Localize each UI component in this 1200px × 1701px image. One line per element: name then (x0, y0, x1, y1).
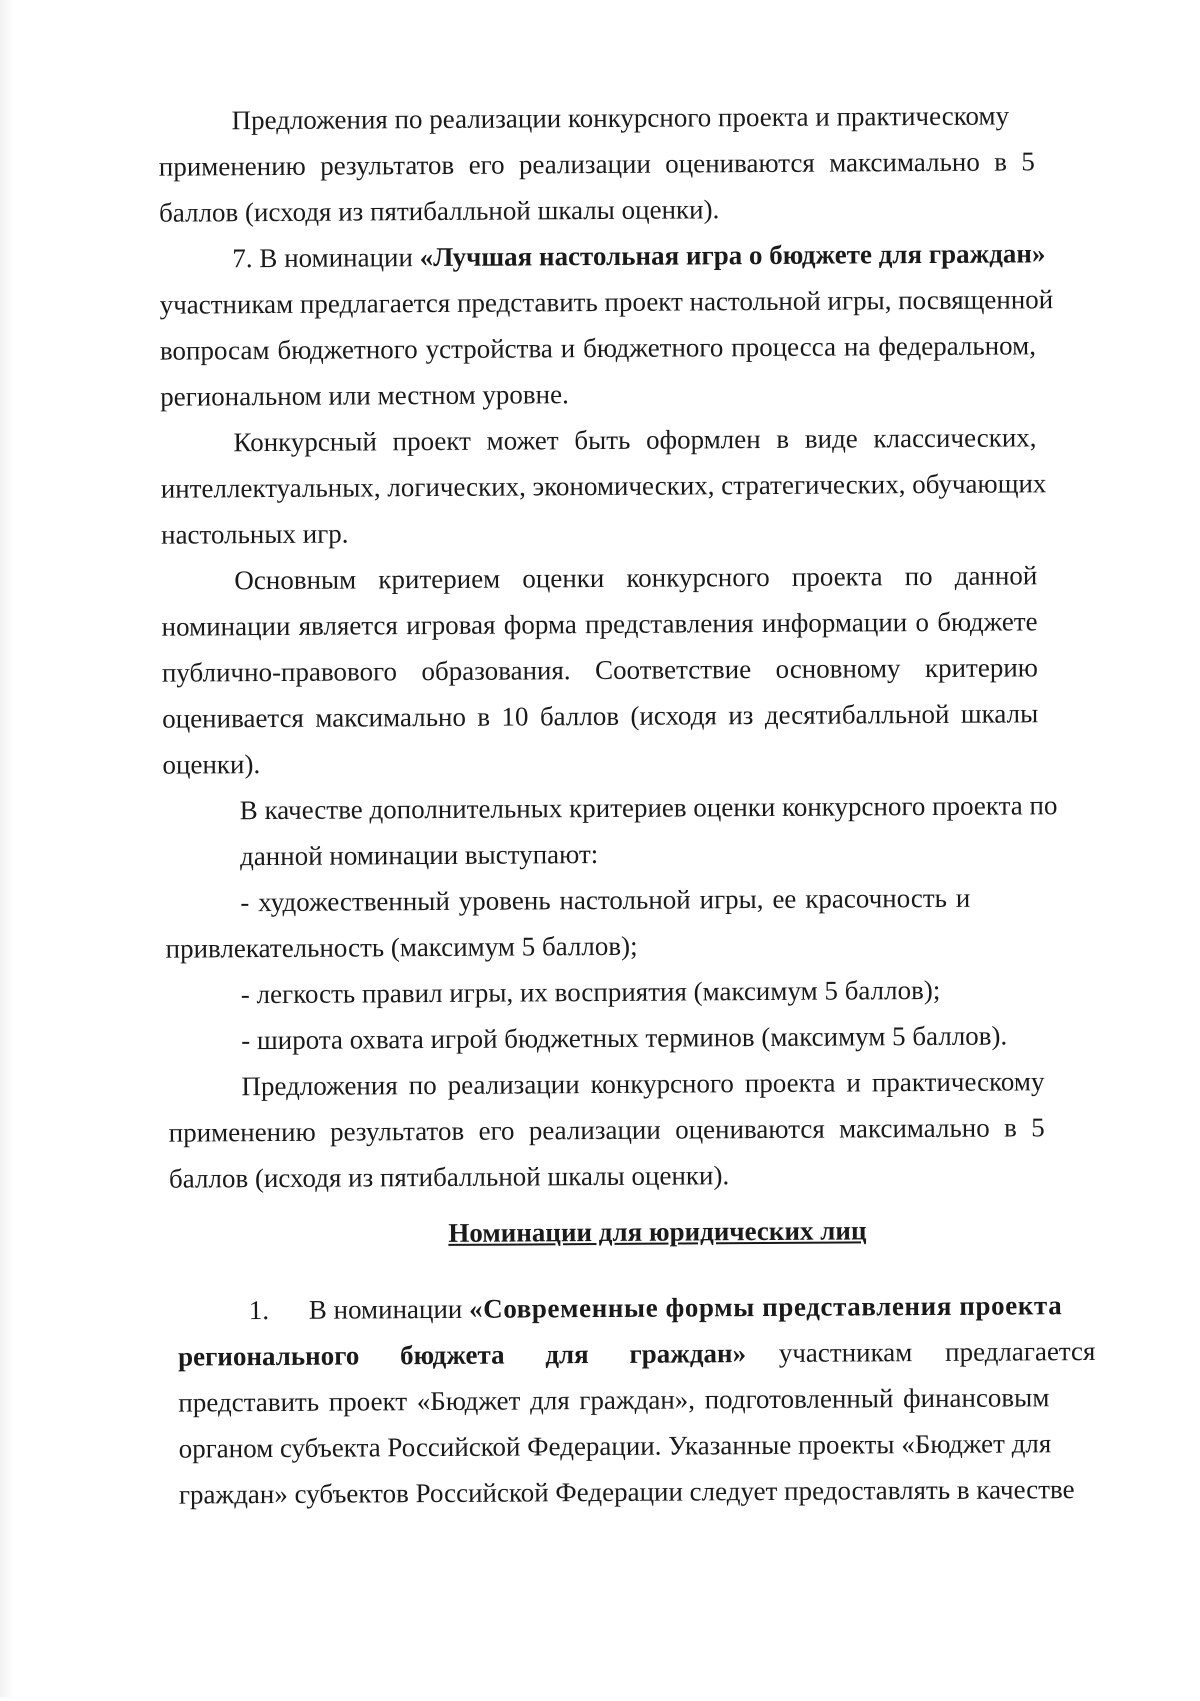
paragraph-1-line-3: баллов (исходя из пятибалльной шкалы оценки). (159, 194, 720, 228)
paragraph-4-line-2: номинации является игровая форма представления информации о бюджете (161, 606, 1038, 642)
paragraph-7-line-3: представить проект «Бюджет для граждан», подготовленный финансовым (178, 1382, 1050, 1418)
criteria-item-1-line-1: - художественный уровень настольной игры, ее красочность и (240, 882, 971, 918)
paragraph-7-line-4: органом субъекта Российской Федерации. Указанные проекты «Бюджет для (178, 1428, 1052, 1464)
paragraph-5-line-1: В качестве дополнительных критериев оценки конкурсного проекта по (239, 790, 1058, 826)
paragraph-6-line-3: баллов (исходя из пятибалльной шкалы оценки). (168, 1160, 730, 1194)
paragraph-7-line-1 (248, 1289, 1063, 1326)
criteria-item-3: - широта охвата игрой бюджетных терминов (максимум 5 баллов). (241, 1020, 1008, 1056)
paragraph-2-line-4: региональном или местном уровне. (160, 379, 569, 412)
paragraph-2-line-3: вопросам бюджетного устройства и бюджетного процесса на федеральном, (159, 330, 1037, 366)
paragraph-4-line-5: оценки). (162, 749, 261, 780)
paragraph-7-line-2-rest: участникам предлагается (745, 1335, 1096, 1369)
paragraph-3-line-3: настольных игр. (160, 518, 349, 550)
nomination-number: 7. В номинации (232, 242, 420, 274)
nomination-prefix: В номинации (308, 1293, 470, 1325)
nomination-title-continued: регионального бюджета для граждан» (177, 1338, 747, 1372)
paragraph-2-line-2: участникам предлагается представить проект настольной игры, посвященной (159, 284, 1054, 320)
paragraph-3-line-2: интеллектуальных, логических, экономических, стратегических, обучающих (160, 468, 1047, 504)
paragraph-3-line-1: Конкурсный проект может быть оформлен в виде классических, (233, 422, 1037, 458)
nomination-title-modern-forms: «Современные формы представления проекта (468, 1290, 1063, 1324)
paragraph-4-line-4: оценивается максимально в 10 баллов (исходя из десятибалльной шкалы (162, 698, 1039, 734)
paragraph-7-line-2 (177, 1335, 1096, 1372)
paragraph-1-line-2: применению результатов его реализации оцениваются максимально в 5 (158, 146, 1035, 182)
paragraph-6-line-1: Предложения по реализации конкурсного проекта и практическому (241, 1066, 1045, 1102)
section-heading: Номинации для юридических лиц (448, 1215, 867, 1248)
paragraph-4-line-3: публично-правового образования. Соответствие основному критерию (161, 652, 1038, 688)
criteria-item-2: - легкость правил игры, их восприятия (максимум 5 баллов); (240, 974, 941, 1010)
paragraph-2-line-1 (232, 237, 1045, 274)
nomination-title-board-game: «Лучшая настольная игра о бюджете для граждан» (419, 238, 1046, 273)
paragraph-5-line-2: данной номинации выступают: (239, 839, 599, 872)
paragraph-1-line-1: Предложения по реализации конкурсного проекта и практическому (231, 100, 1010, 136)
paragraph-7-line-5: граждан» субъектов Российской Федерации следует предоставлять в качестве (178, 1474, 1075, 1510)
paragraph-4-line-1: Основным критерием оценки конкурсного проекта по данной (234, 560, 1038, 596)
criteria-item-1-line-2: привлекательность (максимум 5 баллов); (165, 930, 638, 964)
list-number: 1. (248, 1295, 270, 1326)
paragraph-6-line-2: применению результатов его реализации оцениваются максимально в 5 (168, 1112, 1045, 1148)
